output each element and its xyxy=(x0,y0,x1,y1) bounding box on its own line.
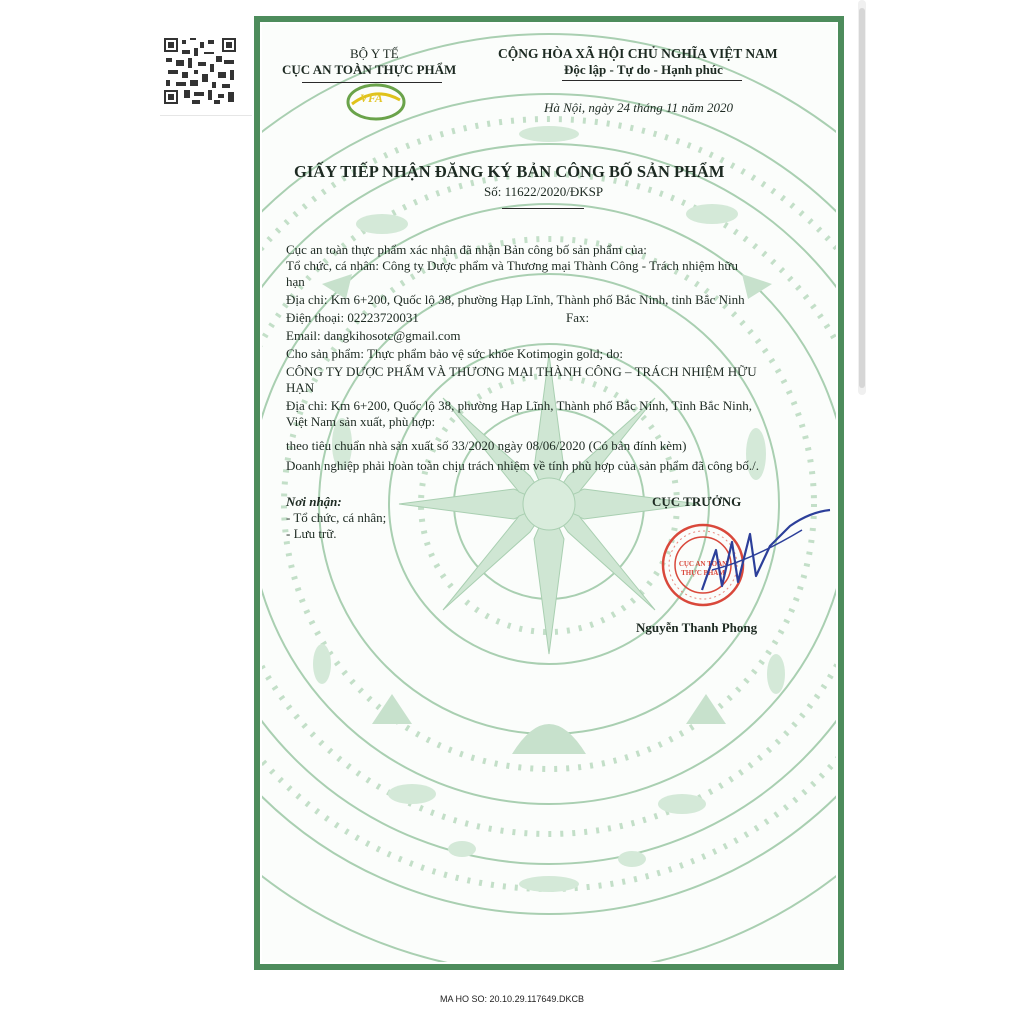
organization-address: Địa chỉ: Km 6+200, Quốc lộ 38, phường Hạp Lĩnh, Thành phố Bắc Ninh, tỉnh Bắc Ninh xyxy=(286,292,745,307)
product-line: Cho sản phẩm: Thực phẩm bảo vệ sức khỏe Kotimogin gold; do: xyxy=(286,346,624,361)
logo-text: VFA xyxy=(360,91,383,105)
qr-code xyxy=(164,38,236,104)
recipient-item: - Tổ chức, cá nhân; xyxy=(286,510,387,525)
country-name: CỘNG HÒA XÃ HỘI CHỦ NGHĨA VIỆT NAM xyxy=(498,46,778,61)
manufacturer-address-cont: Việt Nam sản xuất, phù hợp: xyxy=(286,414,436,429)
dossier-code: MA HO SO: 20.10.29.117649.DKCB xyxy=(440,994,584,1004)
department-name: CỤC AN TOÀN THỰC PHẨM xyxy=(282,62,457,77)
manufacturer-address: Địa chỉ: Km 6+200, Quốc lộ 38, phường Hạp Lĩnh, Thành phố Bắc Ninh, Tỉnh Bắc Ninh, xyxy=(286,398,752,413)
national-motto: Độc lập - Tự do - Hạnh phúc xyxy=(564,62,723,77)
certificate-frame xyxy=(254,16,844,970)
issue-date: Hà Nội, ngày 24 tháng 11 năm 2020 xyxy=(544,100,733,115)
divider xyxy=(160,115,252,116)
signature xyxy=(682,500,832,610)
phone-number: Điện thoại: 02223720031 xyxy=(286,310,419,325)
responsibility-line: Doanh nghiệp phải hoàn toàn chịu trách nhiệm về tính phù hợp của sản phẩm đã công bố./. xyxy=(286,458,759,473)
ministry-name: BỘ Y TẾ xyxy=(350,46,399,61)
organization-line: Tổ chức, cá nhân: Công ty Dược phẩm và Thương mại Thành Công - Trách nhiệm hữu xyxy=(286,258,738,273)
organization-line-cont: hạn xyxy=(286,274,305,289)
recipients-label: Nơi nhận: xyxy=(286,494,342,509)
document-title: GIẤY TIẾP NHẬN ĐĂNG KÝ BẢN CÔNG BỐ SẢN PHẨM xyxy=(294,162,725,181)
seal-text: CỤC AN TOÀN THỰC PHẨM xyxy=(678,560,728,577)
scrollbar-thumb[interactable] xyxy=(859,8,865,388)
signer-position: CỤC TRƯỞNG xyxy=(652,494,742,509)
certificate-content xyxy=(262,24,836,962)
signer-name: Nguyễn Thanh Phong xyxy=(636,620,758,635)
manufacturer-name: CÔNG TY DƯỢC PHẨM VÀ THƯƠNG MẠI THÀNH CÔNG – TRÁCH NHIỆM HỮU xyxy=(286,364,757,379)
fax-label: Fax: xyxy=(566,310,590,325)
document-number: Số: 11622/2020/ĐKSP xyxy=(484,184,604,199)
email-address: Email: dangkihosotc@gmail.com xyxy=(286,328,461,343)
manufacturer-name-cont: HẠN xyxy=(286,380,315,395)
confirmation-text: Cục an toàn thực phẩm xác nhận đã nhận Bản công bố sản phẩm của: xyxy=(286,242,647,257)
motto-underline xyxy=(562,80,742,81)
certificate-paper xyxy=(260,22,838,964)
standard-line: theo tiêu chuẩn nhà sản xuất số 33/2020 ngày 08/06/2020 (Có bản đính kèm) xyxy=(286,438,687,453)
title-underline xyxy=(502,208,584,209)
recipient-item: - Lưu trữ. xyxy=(286,526,337,541)
